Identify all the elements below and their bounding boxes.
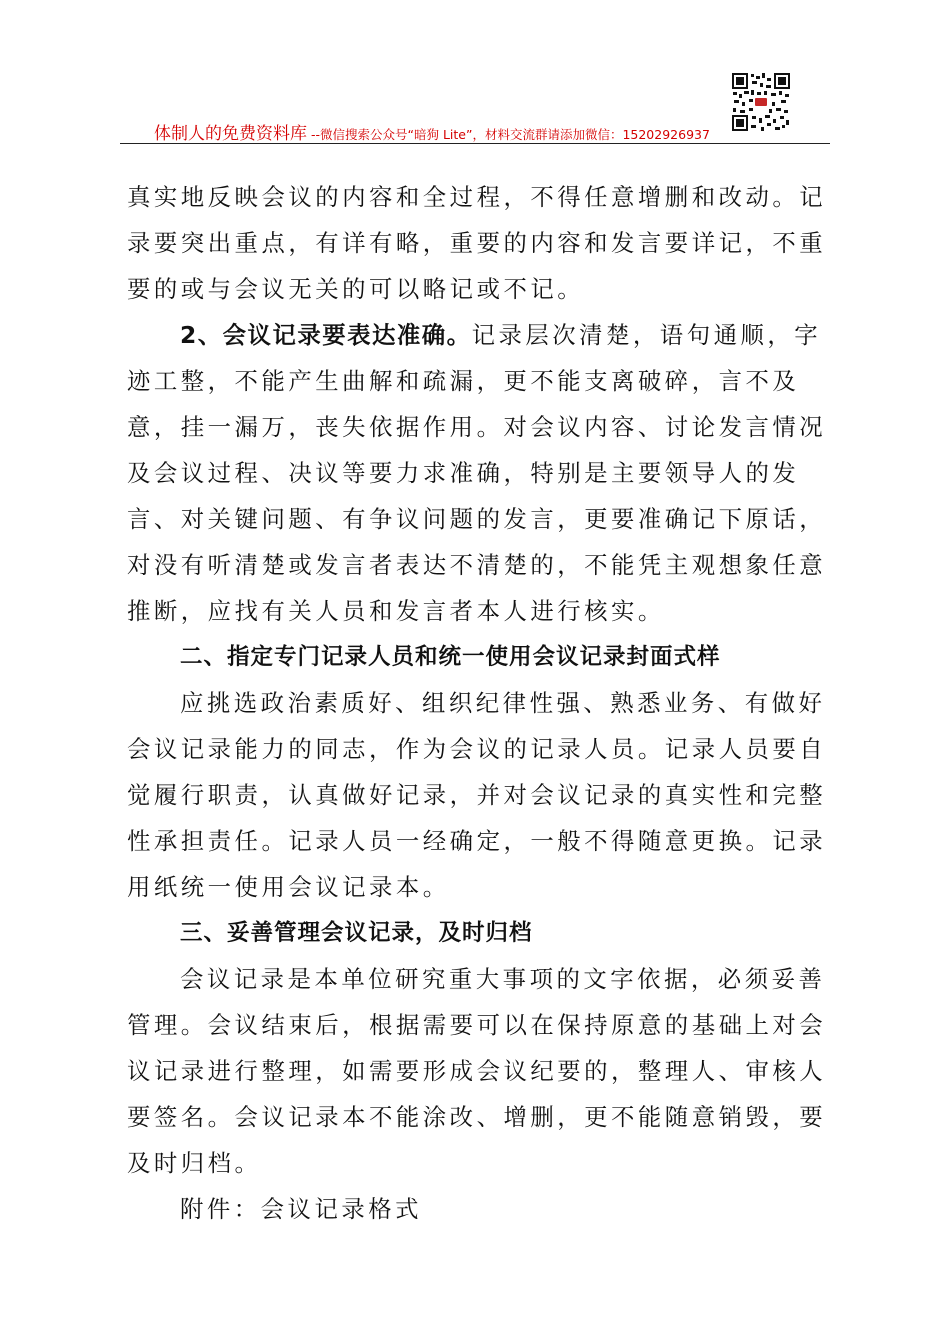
paragraph-1: 真实地反映会议的内容和全过程，不得任意增删和改动。记录要突出重点，有详有略，重要的内容和发言要详记，不重要的或与会议无关的可以略记或不记。 xyxy=(127,183,827,303)
paragraph-2 xyxy=(127,312,827,634)
qr-code-icon xyxy=(731,72,791,132)
header-brand: 体制人的免费资料库 xyxy=(154,124,307,144)
paragraph-4: 会议记录是本单位研究重大事项的文字依据，必须妥善管理。会议结束后，根据需要可以在保持原意的基础上对会议记录进行整理，如需要形成会议纪要的，整理人、审核人要签名。会议记录本不能涂改、增删，更不能随意销毁，要及时归档。 xyxy=(127,965,827,1177)
header-divider xyxy=(120,143,830,144)
section-heading-2: 二、指定专门记录人员和统一使用会议记录封面式样 xyxy=(180,644,721,670)
paragraph-3: 应挑选政治素质好、组织纪律性强、熟悉业务、有做好会议记录能力的同志，作为会议的记录人员。记录人员要自觉履行职责，认真做好记录，并对会议记录的真实性和完整性承担责任。记录人员一经确定，一般不得随意更换。记录用纸统一使用会议记录本。 xyxy=(127,689,827,901)
header-text xyxy=(154,119,710,144)
attachment-line: 附件：会议记录格式 xyxy=(180,1195,423,1223)
paragraph-2-lead: 2、会议记录要表达准确。 xyxy=(180,321,472,349)
header-note: --微信搜索公众号“暗狗 Lite”，材料交流群请添加微信：15202926937 xyxy=(307,127,710,142)
section-heading-3: 三、妥善管理会议记录，及时归档 xyxy=(180,920,533,946)
document-body xyxy=(127,174,827,1232)
paragraph-2-text: 记录层次清楚，语句通顺，字迹工整，不能产生曲解和疏漏，更不能支离破碎，言不及意，挂一漏万，丧失依据作用。对会议内容、讨论发言情况及会议过程、决议等要力求准确，特别是主要领导人的发言、对关键问题、有争议问题的发言，更要准确记下原话，对没有听清楚或发言者表达不清楚的，不能凭主观想象任意推断，应找有关人员和发言者本人进行核实。 xyxy=(127,321,827,625)
page-header xyxy=(120,62,830,146)
